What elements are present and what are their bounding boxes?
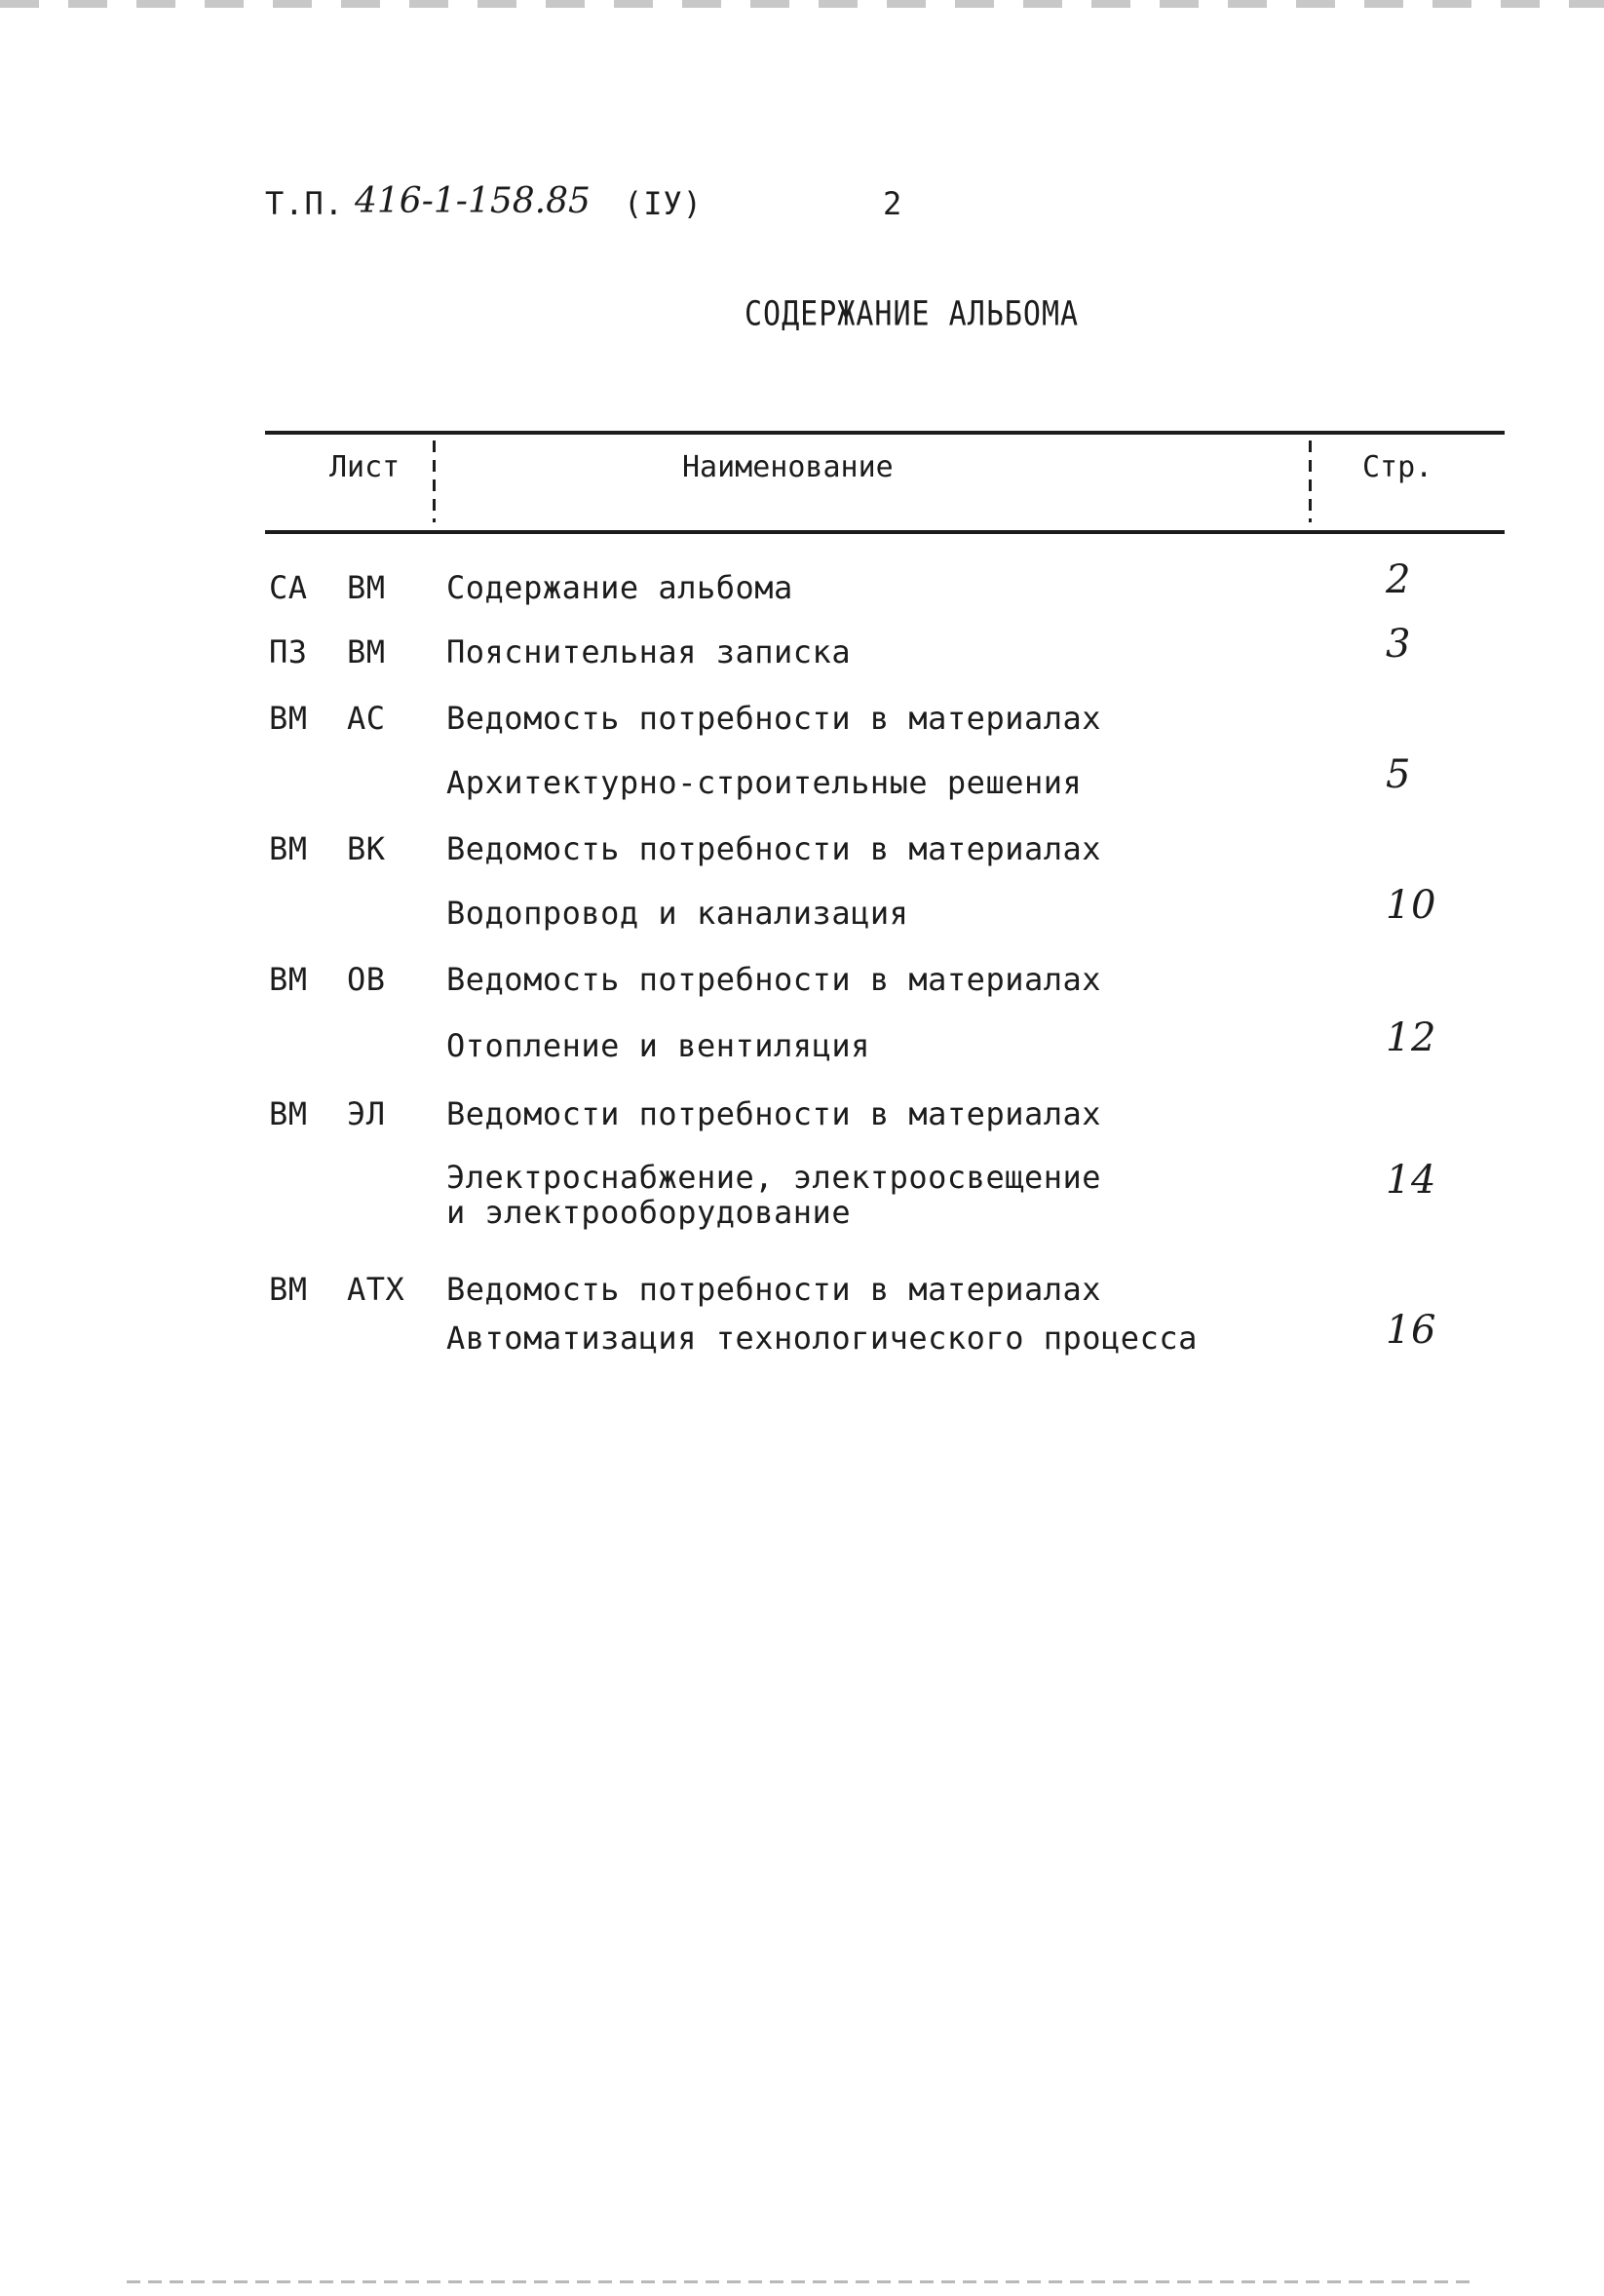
column-header-sheet: Лист [329,450,401,484]
sheet-code-series: ВМ [269,830,308,867]
row-name: Ведомость потребности в материалах [446,961,1102,998]
sheet-code-series: ПЗ [269,633,308,670]
row-page-number-handwritten: 2 [1386,557,1411,602]
sheet-code-section: ВМ [347,569,386,606]
scan-edge-bottom [127,2280,1471,2283]
row-page-number-handwritten: 3 [1386,622,1411,667]
row-page-number-handwritten: 5 [1386,752,1411,797]
scan-edge-top [0,0,1604,8]
sheet-code-section: ВМ [347,633,386,670]
row-name: Ведомость потребности в материалах [446,1271,1102,1308]
sheet-code-section: ВК [347,830,386,867]
document-title: СОДЕРЖАНИЕ АЛЬБОМА [745,294,1080,334]
row-page-number-handwritten: 14 [1386,1158,1436,1203]
sheet-code-section: АС [347,700,386,737]
column-header-name: Наименование [682,450,894,484]
sheet-code-series: ВМ [269,961,308,998]
sheet-code-series: ВМ [269,1095,308,1132]
project-number-handwritten: 416-1-158.85 [355,181,591,221]
row-name: Пояснительная записка [446,633,852,670]
header-volume: (IУ) [624,185,704,222]
table-header-rule [265,530,1505,534]
row-name: Ведомость потребности в материалах [446,700,1102,737]
row-name: Отопление и вентиляция [446,1027,870,1064]
column-divider [433,440,436,522]
sheet-code-series: ВМ [269,700,308,737]
sheet-code-series: ВМ [269,1271,308,1308]
row-name-continuation: и электрооборудование [446,1194,852,1231]
row-name: Ведомости потребности в материалах [446,1095,1102,1132]
row-name: Архитектурно-строительные решения [446,764,1083,801]
sheet-code-series: СА [269,569,308,606]
row-page-number-handwritten: 12 [1386,1015,1436,1060]
row-page-number-handwritten: 16 [1386,1308,1436,1353]
row-name: Водопровод и канализация [446,895,909,932]
sheet-code-section: АТХ [347,1271,405,1308]
row-name: Ведомость потребности в материалах [446,830,1102,867]
row-name: Электроснабжение, электроосвещение [446,1159,1102,1196]
column-divider [1309,440,1312,522]
sheet-code-section: ЭЛ [347,1095,386,1132]
sheet-code-section: ОВ [347,961,386,998]
row-name: Содержание альбома [446,569,793,606]
row-name: Автоматизация технологического процесса [446,1320,1198,1357]
header-page-number: 2 [883,185,903,222]
header-prefix: Т.П. [265,185,345,222]
column-header-page: Стр. [1362,450,1433,484]
row-page-number-handwritten: 10 [1386,883,1436,928]
table-top-rule [265,431,1505,435]
